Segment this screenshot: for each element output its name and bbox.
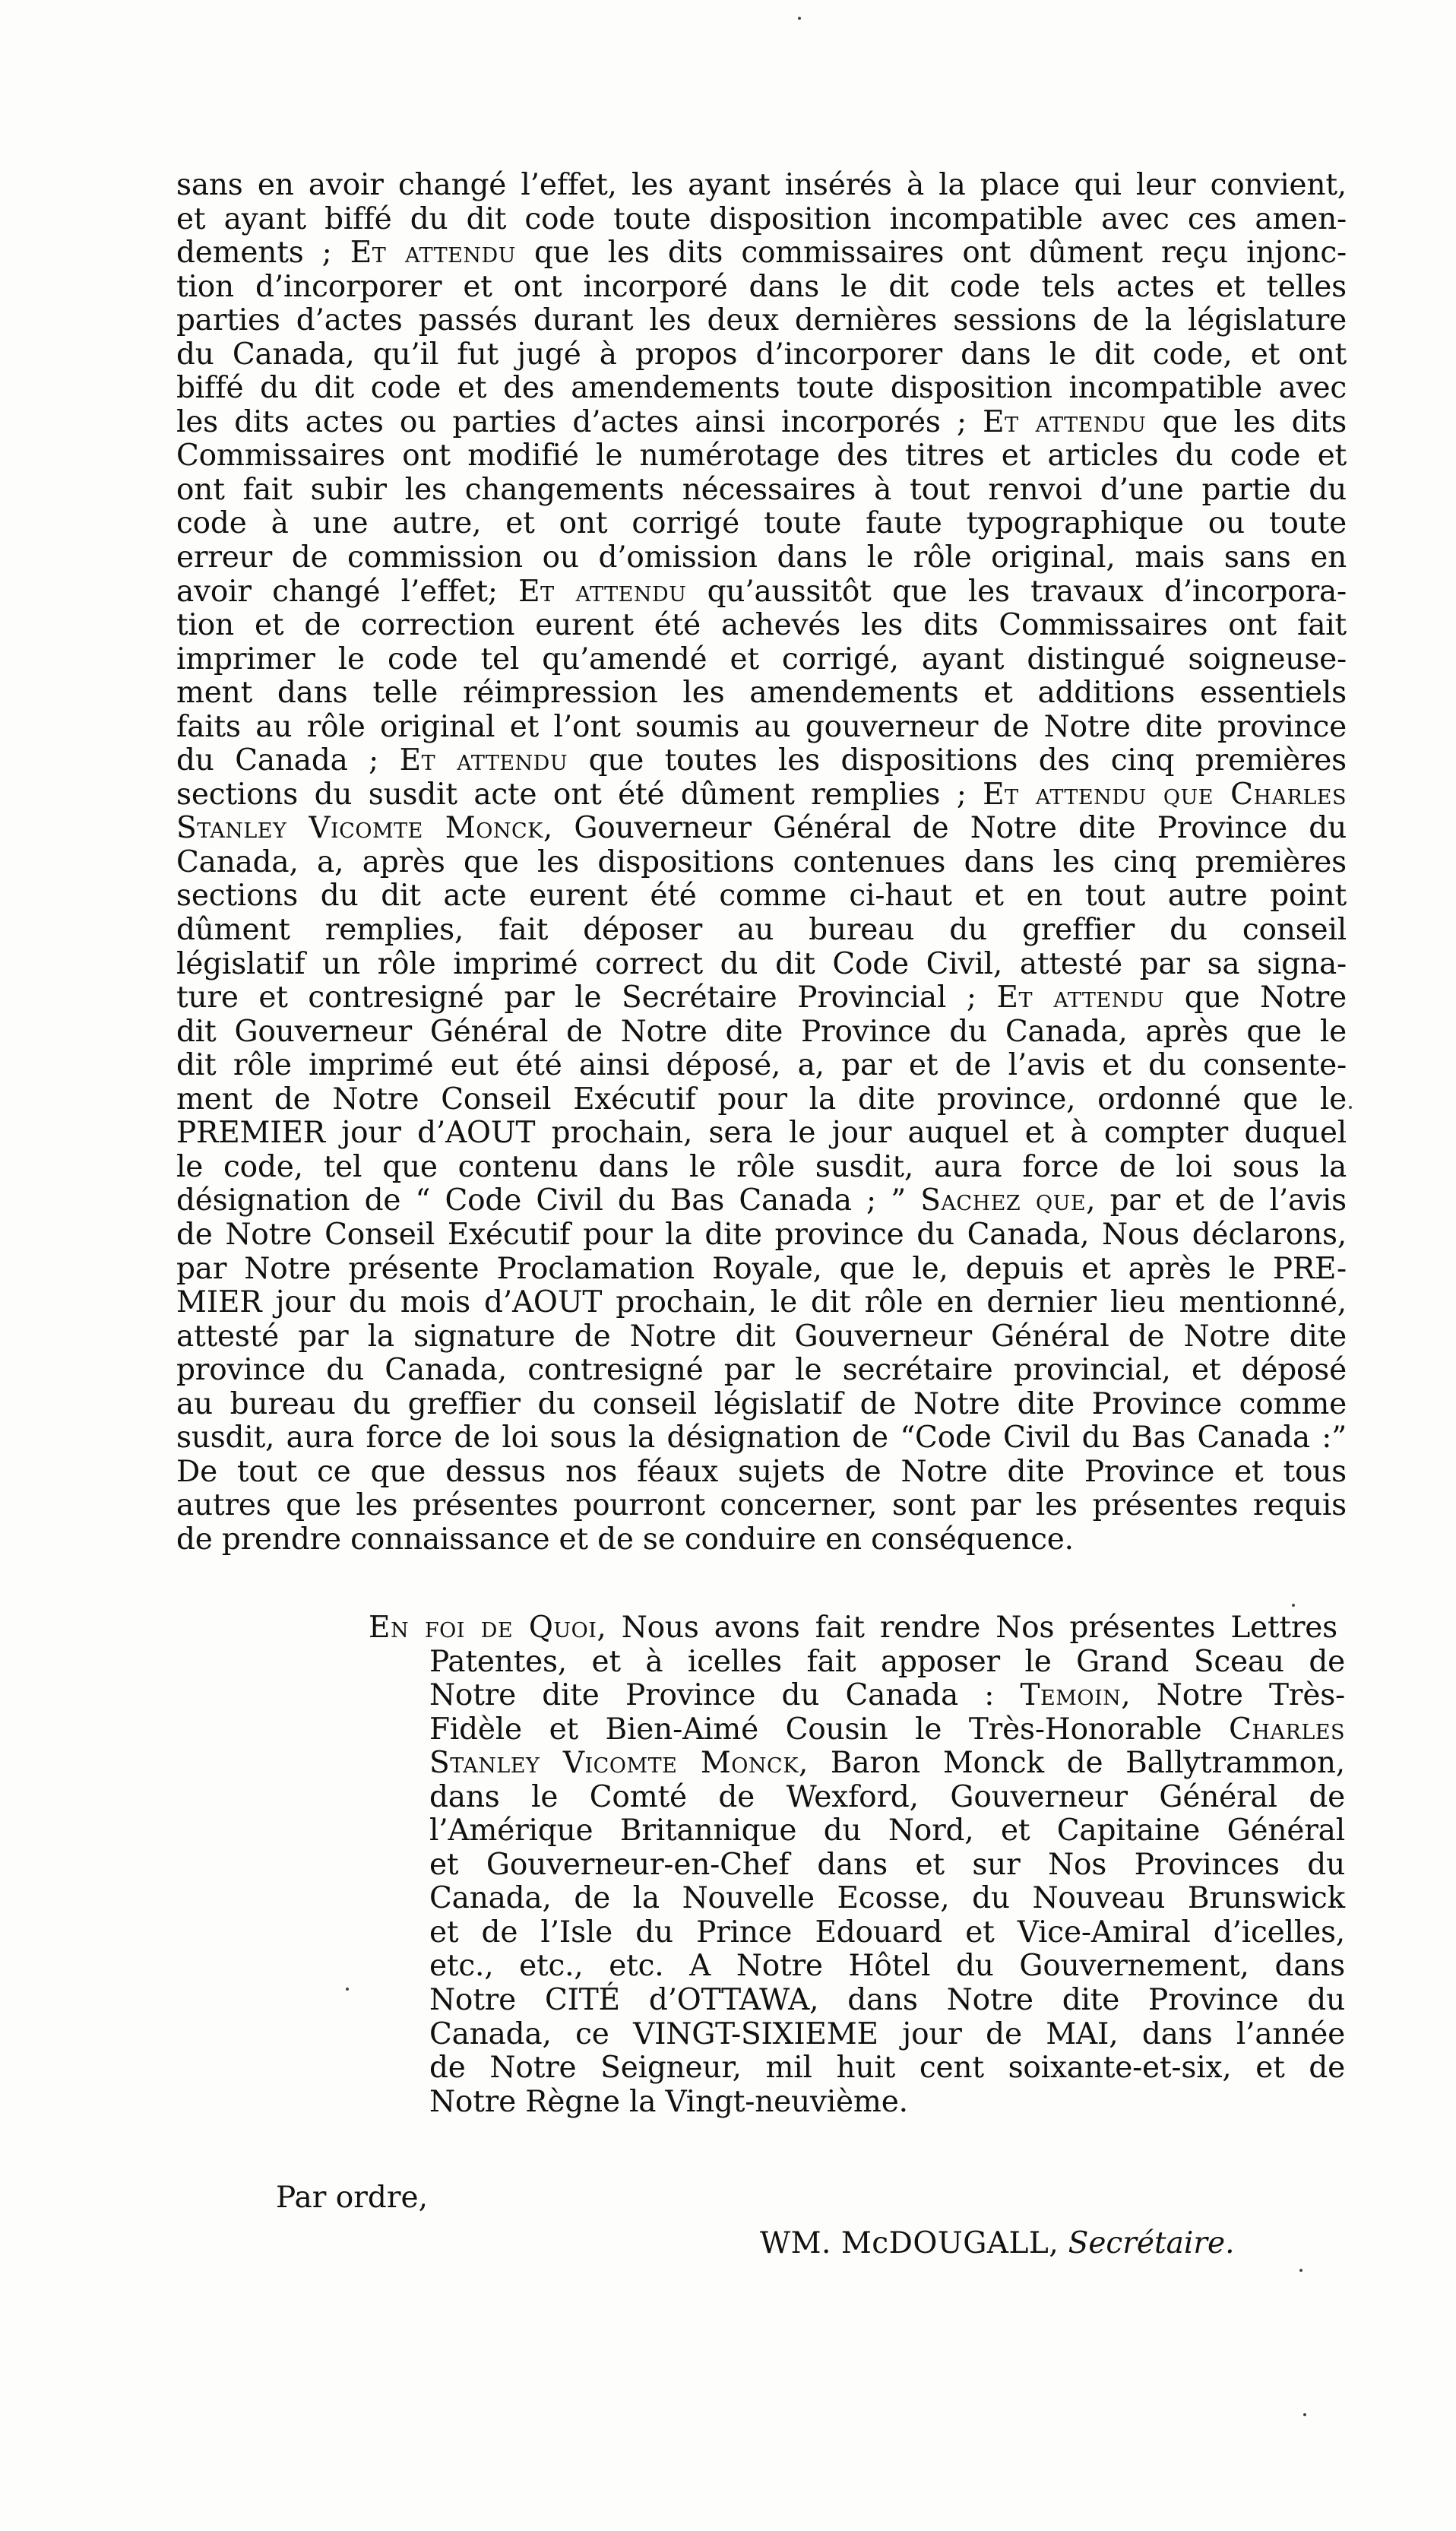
- text-segment: Fidèle et Bien-Aimé Cousin le Très-Honorable: [429, 1712, 1230, 1747]
- text-segment: sans en avoir changé l’effet, les ayant insérés à la place qui leur convient,: [176, 168, 1347, 202]
- text-segment: ment de Notre Conseil Exécutif pour la dite province, ordonné que le: [176, 1082, 1347, 1117]
- body-text-line: [176, 1049, 1347, 1083]
- text-segment: Notre dite Province du Canada :: [429, 1678, 1021, 1713]
- body-lines-container: [176, 169, 1347, 1557]
- text-segment: dûment remplies, fait déposer au bureau du greffier du conseil: [176, 913, 1347, 948]
- text-segment: avoir changé l’effet;: [176, 574, 519, 609]
- print-speck: [798, 17, 801, 20]
- text-segment: de Notre Conseil Exécutif pour la dite province du Canada, Nous déclarons,: [176, 1217, 1347, 1252]
- text-segment: biffé du dit code et des amendements toute disposition incompatible avec: [176, 371, 1347, 406]
- text-segment: du Canada ;: [176, 743, 400, 778]
- small-caps-segment: Et attendu: [399, 743, 568, 778]
- body-text-line: [176, 1456, 1347, 1490]
- text-segment: Canada, de la Nouvelle Ecosse, du Nouveau Brunswick: [429, 1881, 1345, 1916]
- text-segment: province du Canada, contresigné par le secrétaire provincial, et déposé: [176, 1353, 1347, 1388]
- text-segment: PREMIER jour d’AOUT prochain, sera le jour auquel et à compter duquel: [176, 1116, 1347, 1151]
- body-text-line: [176, 744, 1347, 778]
- body-text-line: [176, 1489, 1347, 1523]
- text-segment: du Canada, qu’il fut jugé à propos d’incorporer dans le dit code, et ont: [176, 337, 1347, 372]
- attest-text-line: [376, 1984, 1345, 2018]
- body-text-line: [176, 1218, 1347, 1253]
- body-text-line: [176, 1184, 1347, 1218]
- text-segment: De tout ce que dessus nos féaux sujets de Notre dite Province et tous: [176, 1454, 1347, 1489]
- attest-text-line: [376, 1814, 1345, 1848]
- attest-text-line: [376, 2086, 1345, 2120]
- text-segment: , Notre Très-: [1121, 1678, 1345, 1713]
- print-speck: [1299, 2269, 1302, 2272]
- text-segment: faits au rôle original et l’ont soumis au gouverneur de Notre dite province: [176, 709, 1347, 744]
- attest-text-line: [376, 1882, 1345, 1916]
- body-text-line: [176, 948, 1347, 982]
- text-segment: dements ;: [176, 236, 350, 271]
- text-segment: ment dans telle réimpression les amendements et additions essentiels: [176, 676, 1347, 711]
- body-text-line: [176, 541, 1347, 575]
- text-segment: sections du dit acte eurent été comme ci-haut et en tout autre point: [176, 879, 1347, 914]
- text-segment: , Baron Monck de Ballytrammon,: [798, 1746, 1345, 1781]
- body-text-line: [176, 1320, 1347, 1354]
- text-segment: imprimer le code tel qu’amendé et corrigé, ayant distingué soigneuse-: [176, 641, 1347, 676]
- print-speck: [1349, 1106, 1352, 1109]
- text-segment: les dits actes ou parties d’actes ainsi incorporés ;: [176, 404, 983, 439]
- print-speck: [1292, 1604, 1295, 1607]
- body-text-line: [176, 676, 1347, 711]
- text-segment: l’Amérique Britannique du Nord, et Capitaine Général: [429, 1814, 1345, 1848]
- body-text-line: [176, 203, 1347, 237]
- by-order-label: Par ordre,: [276, 2181, 428, 2215]
- text-segment: code à une autre, et ont corrigé toute faute typographique ou toute: [176, 506, 1347, 541]
- body-text-line: [176, 609, 1347, 643]
- signature-block: [760, 2227, 1235, 2260]
- attest-text-line: [376, 1848, 1345, 1883]
- small-caps-segment: Stanley Vicomte Monck: [176, 811, 543, 846]
- attest-text-line: [369, 1611, 1337, 1646]
- small-caps-segment: Et attendu: [518, 574, 687, 609]
- print-speck: [346, 1988, 349, 1991]
- text-segment: Notre Règne la Vingt-neuvième.: [429, 2084, 908, 2119]
- body-text-line: [176, 778, 1347, 813]
- text-segment: désignation de “ Code Civil du Bas Canada ; ”: [176, 1183, 921, 1218]
- small-caps-segment: Charles: [1229, 1712, 1345, 1747]
- print-speck: [1303, 2413, 1306, 2416]
- text-segment: et ayant biffé du dit code toute disposition incompatible avec ces amen-: [176, 201, 1347, 236]
- body-text-line: [176, 1421, 1347, 1456]
- text-segment: attesté par la signature de Notre dit Gouverneur Général de Notre dite: [176, 1319, 1347, 1354]
- body-text-line: [176, 1354, 1347, 1388]
- text-segment: que les dits commissaires ont dûment reçu injonc-: [515, 236, 1347, 271]
- body-text-line: [176, 1388, 1347, 1422]
- text-segment: législatif un rôle imprimé correct du dit Code Civil, attesté par sa signa-: [176, 946, 1347, 981]
- attest-text-line: [376, 1713, 1345, 1747]
- text-segment: MIER jour du mois d’AOUT prochain, le dit rôle en dernier lieu mentionné,: [176, 1285, 1347, 1320]
- text-segment: que les dits: [1146, 404, 1347, 439]
- small-caps-segment: Et attendu: [350, 236, 516, 271]
- text-segment: qu’aussitôt que les travaux d’incorpora-: [686, 574, 1347, 609]
- text-segment: etc., etc., etc. A Notre Hôtel du Gouvernement, dans: [429, 1949, 1345, 1984]
- body-text-line: [176, 439, 1347, 474]
- text-segment: Notre CITÉ d’OTTAWA, dans Notre dite Province du: [429, 1983, 1345, 2018]
- text-segment: de Notre Seigneur, mil huit cent soixante-et-six, et de: [429, 2051, 1345, 2086]
- small-caps-segment: Sachez que: [920, 1183, 1087, 1218]
- body-text-line: [176, 1015, 1347, 1050]
- body-text-line: [176, 507, 1347, 541]
- body-text-line: [176, 304, 1347, 338]
- text-segment: et de l’Isle du Prince Edouard et Vice-Amiral d’icelles,: [429, 1915, 1345, 1950]
- small-caps-segment: Et attendu: [996, 980, 1165, 1015]
- text-segment: dans le Comté de Wexford, Gouverneur Général de: [429, 1779, 1345, 1814]
- text-segment: de prendre connaissance et de se conduire en conséquence.: [176, 1522, 1074, 1557]
- text-segment: que Notre: [1164, 980, 1347, 1015]
- text-segment: au bureau du greffier du conseil législatif de Notre dite Province comme: [176, 1386, 1347, 1421]
- body-text-line: [176, 812, 1347, 846]
- body-text-line: [176, 474, 1347, 508]
- attest-text-line: [376, 1916, 1345, 1950]
- body-text-line: [176, 711, 1347, 745]
- text-segment: ture et contresigné par le Secrétaire Provincial ;: [176, 980, 997, 1015]
- small-caps-segment: Temoin: [1020, 1678, 1122, 1713]
- attest-text-line: [376, 1646, 1345, 1680]
- text-segment: , par et de l’avis: [1086, 1183, 1347, 1218]
- text-segment: dit rôle imprimé eut été ainsi déposé, a, par et de l’avis et du consente-: [176, 1048, 1347, 1083]
- text-segment: susdit, aura force de loi sous la désignation de “Code Civil du Bas Canada :”: [176, 1421, 1347, 1456]
- text-segment: erreur de commission ou d’omission dans le rôle original, mais sans en: [176, 540, 1347, 575]
- text-segment: tion et de correction eurent été achevés les dits Commissaires ont fait: [176, 608, 1347, 643]
- body-text-line: [176, 372, 1347, 406]
- attest-lines-container: [369, 1611, 1345, 2119]
- attest-text-line: [376, 2051, 1345, 2086]
- body-text-line: [176, 1253, 1347, 1287]
- text-segment: Patentes, et à icelles fait apposer le Grand Sceau de: [429, 1644, 1345, 1679]
- signatory-title: Secrétaire.: [1068, 2226, 1235, 2260]
- small-caps-segment: Et attendu: [983, 404, 1147, 439]
- proclamation-body-text: [176, 169, 1347, 1557]
- text-segment: , Nous avons fait rendre Nos présentes Lettres: [597, 1611, 1337, 1645]
- text-segment: , Gouverneur Général de Notre dite Province du: [543, 811, 1347, 846]
- text-segment: Commissaires ont modifié le numérotage des titres et articles du code et: [176, 439, 1347, 474]
- body-text-line: [176, 406, 1347, 440]
- body-text-line: [176, 1286, 1347, 1320]
- body-text-line: [176, 169, 1347, 203]
- body-text-line: [176, 271, 1347, 305]
- attest-text-line: [376, 1950, 1345, 1984]
- text-segment: et Gouverneur-en-Chef dans et sur Nos Provinces du: [429, 1847, 1345, 1882]
- text-segment: parties d’actes passés durant les deux dernières sessions de la législature: [176, 303, 1347, 338]
- text-segment: autres que les présentes pourront concerner, sont par les présentes requis: [176, 1488, 1347, 1523]
- body-text-line: [176, 338, 1347, 372]
- text-segment: le code, tel que contenu dans le rôle susdit, aura force de loi sous la: [176, 1149, 1347, 1184]
- text-segment: dit Gouverneur Général de Notre dite Province du Canada, après que le: [176, 1014, 1347, 1049]
- small-caps-segment: Et attendu que Charles: [983, 777, 1347, 812]
- text-segment: ont fait subir les changements nécessaires à tout renvoi d’une partie du: [176, 472, 1347, 507]
- body-text-line: [176, 1151, 1347, 1185]
- body-text-line: [176, 643, 1347, 677]
- attest-text-line: [376, 1747, 1345, 1781]
- attestation-clause: [369, 1611, 1345, 2119]
- body-text-line: [176, 1117, 1347, 1151]
- body-text-line: [176, 981, 1347, 1015]
- text-segment: que toutes les dispositions des cinq premières: [568, 743, 1347, 778]
- text-segment: tion d’incorporer et ont incorporé dans le dit code tels actes et telles: [176, 269, 1347, 304]
- signatory-name: WM. McDOUGALL,: [760, 2226, 1059, 2260]
- attest-text-line: [376, 1781, 1345, 1815]
- body-text-line: [176, 236, 1347, 271]
- attest-text-line: [376, 2018, 1345, 2052]
- small-caps-segment: En foi de Quoi: [369, 1611, 597, 1645]
- body-text-line: [176, 575, 1347, 610]
- body-text-line: [176, 1083, 1347, 1117]
- attest-text-line: [376, 1679, 1345, 1713]
- small-caps-segment: Stanley Vicomte Monck: [429, 1746, 799, 1781]
- body-text-line: [176, 914, 1347, 948]
- text-segment: Canada, a, après que les dispositions contenues dans les cinq premières: [176, 844, 1347, 879]
- body-text-line: [176, 1523, 1347, 1557]
- text-segment: sections du susdit acte ont été dûment remplies ;: [176, 777, 983, 812]
- text-segment: Canada, ce VINGT-SIXIEME jour de MAI, dans l’année: [429, 2016, 1345, 2051]
- body-text-line: [176, 846, 1347, 880]
- body-text-line: [176, 879, 1347, 914]
- text-segment: par Notre présente Proclamation Royale, que le, depuis et après le PRE-: [176, 1251, 1347, 1286]
